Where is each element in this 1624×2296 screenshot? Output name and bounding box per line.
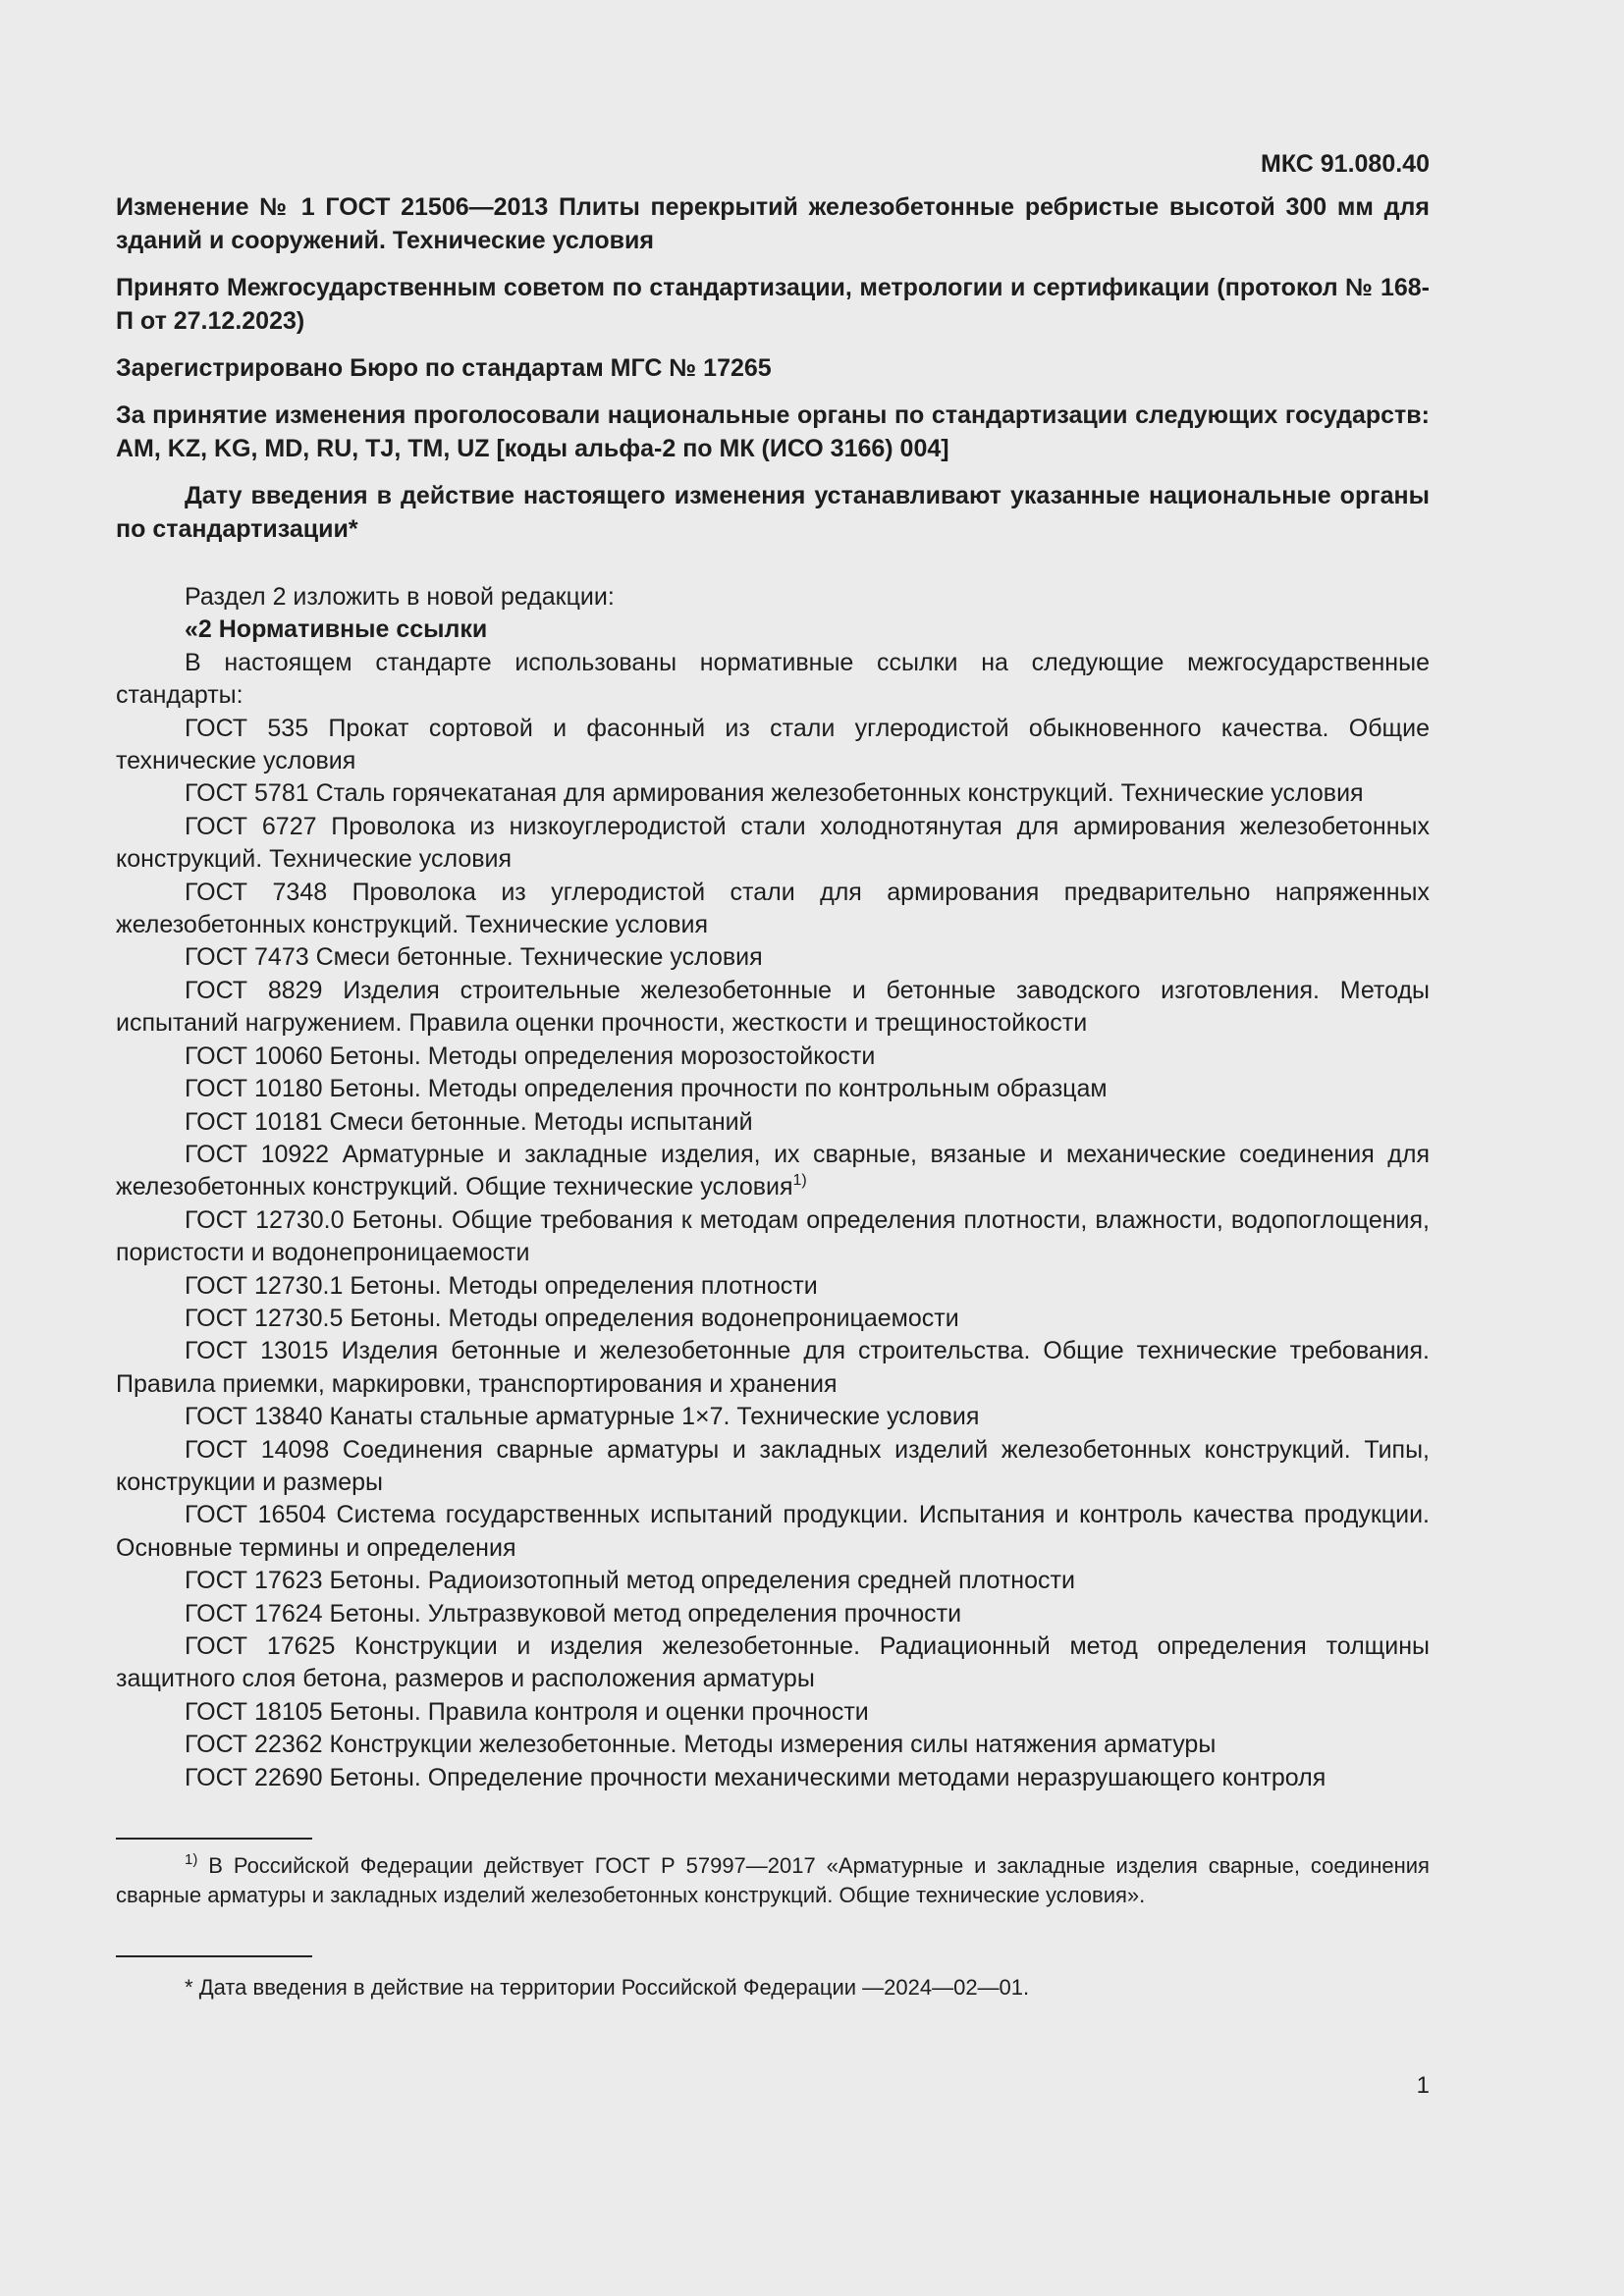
reference-item: ГОСТ 7348 Проволока из углеродистой стали для армирования предварительно напряженных железобетонных конструкций. Технические условия <box>116 878 1430 939</box>
footnote-2 <box>116 1973 1430 2002</box>
mks-code: МКС 91.080.40 <box>1261 150 1430 178</box>
reference-item: ГОСТ 7473 Смеси бетонные. Технические условия <box>185 943 763 972</box>
reference-item: ГОСТ 12730.5 Бетоны. Методы определения водонепроницаемости <box>185 1304 959 1332</box>
reference-item: ГОСТ 13840 Канаты стальные арматурные 1×7. Технические условия <box>185 1403 980 1431</box>
footnote-1-text: В Российской Федерации действует ГОСТ Р 57997—2017 «Арматурные и закладные изделия сварные, соединения сварные арматуры и закладных изделий железобетонных конструкций. Общие технические условия». <box>116 1853 1430 1908</box>
reference-item: ГОСТ 10181 Смеси бетонные. Методы испытаний <box>185 1107 753 1136</box>
reference-item: ГОСТ 8829 Изделия строительные железобетонные и бетонные заводского изготовления. Методы испытаний нагружением. Правила оценки прочности, жесткости и трещиностойкости <box>116 976 1430 1038</box>
section-heading: «2 Нормативные ссылки <box>185 615 488 644</box>
registration-statement: Зарегистрировано Бюро по стандартам МГС № 17265 <box>116 354 772 382</box>
footnote-1-marker: 1) <box>185 1851 198 1869</box>
reference-item: ГОСТ 6727 Проволока из низкоуглеродистой стали холоднотянутая для армирования железобетонных конструкций. Технические условия <box>116 812 1430 874</box>
spacer <box>116 1910 1430 1955</box>
reference-item: ГОСТ 22690 Бетоны. Определение прочности механическими методами неразрушающего контроля <box>185 1763 1326 1791</box>
reference-item: ГОСТ 535 Прокат сортовой и фасонный из стали углеродистой обыкновенного качества. Общие технические условия <box>116 714 1430 775</box>
spacer <box>116 1840 1430 1851</box>
amendment-body <box>116 581 1430 1794</box>
reference-item: ГОСТ 14098 Соединения сварные арматуры и закладных изделий железобетонных конструкций. Типы, конструкции и размеры <box>116 1435 1430 1496</box>
reference-item: ГОСТ 17624 Бетоны. Ультразвуковой метод определения прочности <box>185 1599 962 1628</box>
reference-item: ГОСТ 22362 Конструкции железобетонные. Методы измерения силы натяжения арматуры <box>185 1731 1217 1759</box>
amendment-title: Изменение № 1 ГОСТ 21506—2013 Плиты перекрытий железобетонные ребристые высотой 300 мм для зданий и сооружений. Технические условия <box>116 193 1430 254</box>
reference-item: ГОСТ 10180 Бетоны. Методы определения прочности по контрольным образцам <box>185 1075 1108 1103</box>
reference-item: ГОСТ 18105 Бетоны. Правила контроля и оценки прочности <box>185 1697 869 1726</box>
reference-text: ГОСТ 10922 Арматурные и закладные изделия, их сварные, вязаные и механические соединения для железобетонных конструкций. Общие технические условия <box>116 1140 1430 1201</box>
footnote-2-text: Дата введения в действие на территории Российской Федерации —2024—02—01. <box>198 1975 1030 2001</box>
spacer <box>116 1794 1430 1838</box>
spacer <box>116 1957 1430 1973</box>
adopted-statement: Принято Межгосударственным советом по стандартизации, метрологии и сертификации (протокол № 168-П от 27.12.2023) <box>116 274 1430 335</box>
reference-item: ГОСТ 12730.0 Бетоны. Общие требования к методам определения плотности, влажности, водопоглощения, пористости и водонепроницаемости <box>116 1205 1430 1267</box>
effective-date-statement: Дату введения в действие настоящего изменения устанавливают указанные национальные органы по стандартизации* <box>116 482 1430 543</box>
reference-item: ГОСТ 17625 Конструкции и изделия железобетонные. Радиационный метод определения толщины защитного слоя бетона, размеров и расположения арматуры <box>116 1632 1430 1693</box>
reference-item: ГОСТ 13015 Изделия бетонные и железобетонные для строительства. Общие технические требования. Правила приемки, маркировки, транспортирования и хранения <box>116 1337 1430 1398</box>
reference-item-with-note <box>116 1139 1430 1204</box>
reference-item: ГОСТ 5781 Сталь горячекатаная для армирования железобетонных конструкций. Технические условия <box>185 779 1364 808</box>
section-intro: Раздел 2 изложить в новой редакции: <box>185 583 615 611</box>
references-lead: В настоящем стандарте использованы нормативные ссылки на следующие межгосударственные стандарты: <box>116 648 1430 710</box>
reference-item: ГОСТ 16504 Система государственных испытаний продукции. Испытания и контроль качества продукции. Основные термины и определения <box>116 1501 1430 1562</box>
voting-statement: За принятие изменения проголосовали национальные органы по стандартизации следующих государств: AM, KZ, KG, MD, RU, TJ, TM, UZ [коды альфа-2 по МК (ИСО 3166) 004] <box>116 401 1430 462</box>
footnote-2-marker: * <box>185 1975 193 2001</box>
document-page <box>116 147 1430 2002</box>
page-number: 1 <box>1416 2072 1430 2099</box>
footnote-1 <box>116 1851 1430 1910</box>
reference-item: ГОСТ 17623 Бетоны. Радиоизотопный метод определения средней плотности <box>185 1567 1075 1595</box>
reference-item: ГОСТ 10060 Бетоны. Методы определения морозостойкости <box>185 1041 876 1070</box>
reference-item: ГОСТ 12730.1 Бетоны. Методы определения плотности <box>185 1271 818 1300</box>
footnote-marker: 1) <box>792 1172 807 1190</box>
